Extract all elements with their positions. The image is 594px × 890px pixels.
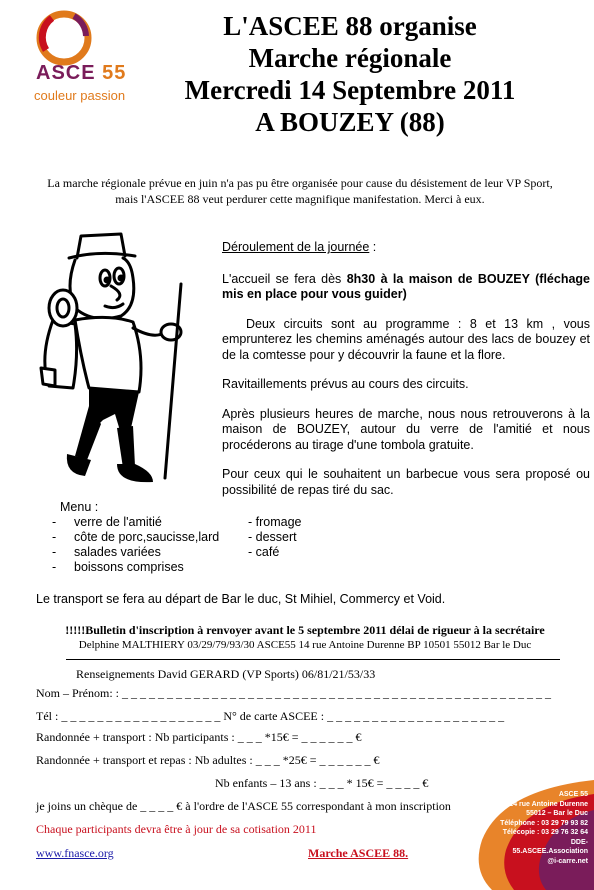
form-name-field[interactable]: Nom – Prénom: : _ _ _ _ _ _ _ _ _ _ _ _ _ _ _ _ _ _ _ _ _ _ _ _ _ _ _ _ _ _ _ _ _ _ _ _ _ _ _ _ _ _ _ _ _ _ _ _ (36, 686, 551, 700)
intro-paragraph: La marche régionale prévue en juin n'a pas pu être organisée pour cause du désistement de leur VP Sport, mais l'ASCEE 88 veut perdurer cette magnifique manifestation. Merci à eux. (47, 176, 553, 206)
list-item: - verre de l'amitié (52, 515, 162, 529)
list-item: - fromage (248, 515, 302, 529)
menu-column-1 (52, 515, 219, 575)
divider (66, 659, 560, 660)
website-link[interactable]: www.fnasce.org (36, 846, 114, 860)
title-line-4: A BOUZEY (88) (255, 107, 445, 137)
logo-swirl-icon (34, 8, 94, 66)
bulletin-heading: !!!!!Bulletin d'inscription à renvoyer avant le 5 septembre 2011 délai de rigueur à la secrétaire (65, 623, 545, 637)
barbecue-paragraph: Pour ceux qui le souhaitent un barbecue vous sera proposé ou possibilité de repas tiré du sac. (222, 467, 590, 497)
retour-paragraph: Après plusieurs heures de marche, nous nous retrouverons à la maison de BOUZEY, autour du verre de l'amitié et nous procéderons au tirage d'une tombola gratuite. (222, 406, 590, 452)
hiker-illustration (25, 228, 205, 488)
accueil-paragraph: L'accueil se fera dès 8h30 à la maison de BOUZEY (fléchage mis en place pour vous guider) (222, 271, 590, 301)
programme-heading: Déroulement de la journée (222, 240, 370, 254)
title-line-1: L'ASCEE 88 organise (223, 11, 477, 41)
menu-label: Menu : (60, 500, 99, 514)
list-item: - dessert (248, 530, 297, 544)
menu-column-2 (248, 515, 302, 560)
form-rando-transport-field[interactable]: Randonnée + transport : Nb participants : _ _ _ *15€ = _ _ _ _ _ _ € (36, 730, 362, 744)
ravitaillement-paragraph: Ravitaillements prévus au cours des circuits. (222, 377, 469, 391)
circuits-paragraph: Deux circuits sont au programme : 8 et 13 km , vous emprunterez les chemins aménagés autour des lacs de bouzey et de la comtesse pour y découvrir la faune et la flore. (222, 316, 590, 362)
transport-text: Le transport se fera au départ de Bar le duc, St Mihiel, Commercy et Void. (36, 592, 446, 606)
logo-wordmark: ASCE 55 (36, 62, 127, 84)
logo-tagline: couleur passion (34, 88, 126, 103)
title-line-2: Marche régionale (248, 43, 452, 73)
form-phone-card-field[interactable]: Tél : _ _ _ _ _ _ _ _ _ _ _ _ _ _ _ _ _ _ N° de carte ASCEE : _ _ _ _ _ _ _ _ _ _ _ _ _ _ _ _ _ _ _ _ (36, 709, 505, 723)
secretary-address: Delphine MALTHIERY 03/29/79/93/30 ASCE55 14 rue Antoine Durenne BP 10501 55012 Bar le Duc (78, 639, 532, 651)
asce-logo (30, 8, 140, 103)
list-item: - café (248, 545, 280, 559)
list-item: - côte de porc,saucisse,lard (52, 530, 220, 544)
page-title (150, 10, 550, 138)
form-children-field[interactable]: Nb enfants – 13 ans : _ _ _ * 15€ = _ _ _ _ € (215, 776, 429, 790)
list-item: - salades variées (52, 545, 161, 559)
form-rando-repas-field[interactable]: Randonnée + transport et repas : Nb adultes : _ _ _ *25€ = _ _ _ _ _ _ € (36, 753, 380, 767)
form-cheque-field[interactable]: je joins un chèque de _ _ _ _ € à l'ordre de l'ASCE 55 correspondant à mon inscription (36, 799, 451, 813)
programme-section: Déroulement de la journée : L'accueil se fera dès 8h30 à la maison de BOUZEY (fléchage mis en place pour vous guider) Deux circuits sont au programme : 8 et 13 km , vous emprunterez les chemins aménagés autour des lacs de bouzey et de la comtesse pour y découvrir la faune et la flore. Ravitaillements prévus au cours des circuits. Après plusieurs heures de marche, nous nous retrouverons à la maison de BOUZEY, autour du verre de l'amitié et nous procéderons au tirage d'une tombola gratuite. Pour ceux qui le souhaitent un barbecue vous sera proposé ou possibilité de repas tiré du sac. (222, 240, 590, 497)
title-line-3: Mercredi 14 Septembre 2011 (184, 75, 516, 105)
stamp-address: ASCE 55 14 rue Antoine Durenne 55012 – Bar le Duc Téléphone : 03 29 79 93 82 Télécopie : 03 29 76 32 64 DDE- 55.ASCEE.Association @i-carre.net (500, 791, 588, 865)
cotisation-notice: Chaque participants devra être à jour de sa cotisation 2011 (36, 822, 317, 836)
marche-footer-title: Marche ASCEE 88. (308, 846, 409, 860)
renseignements-text: Renseignements David GERARD (VP Sports) 06/81/21/53/33 (76, 667, 376, 681)
list-item: - boissons comprises (52, 560, 184, 574)
